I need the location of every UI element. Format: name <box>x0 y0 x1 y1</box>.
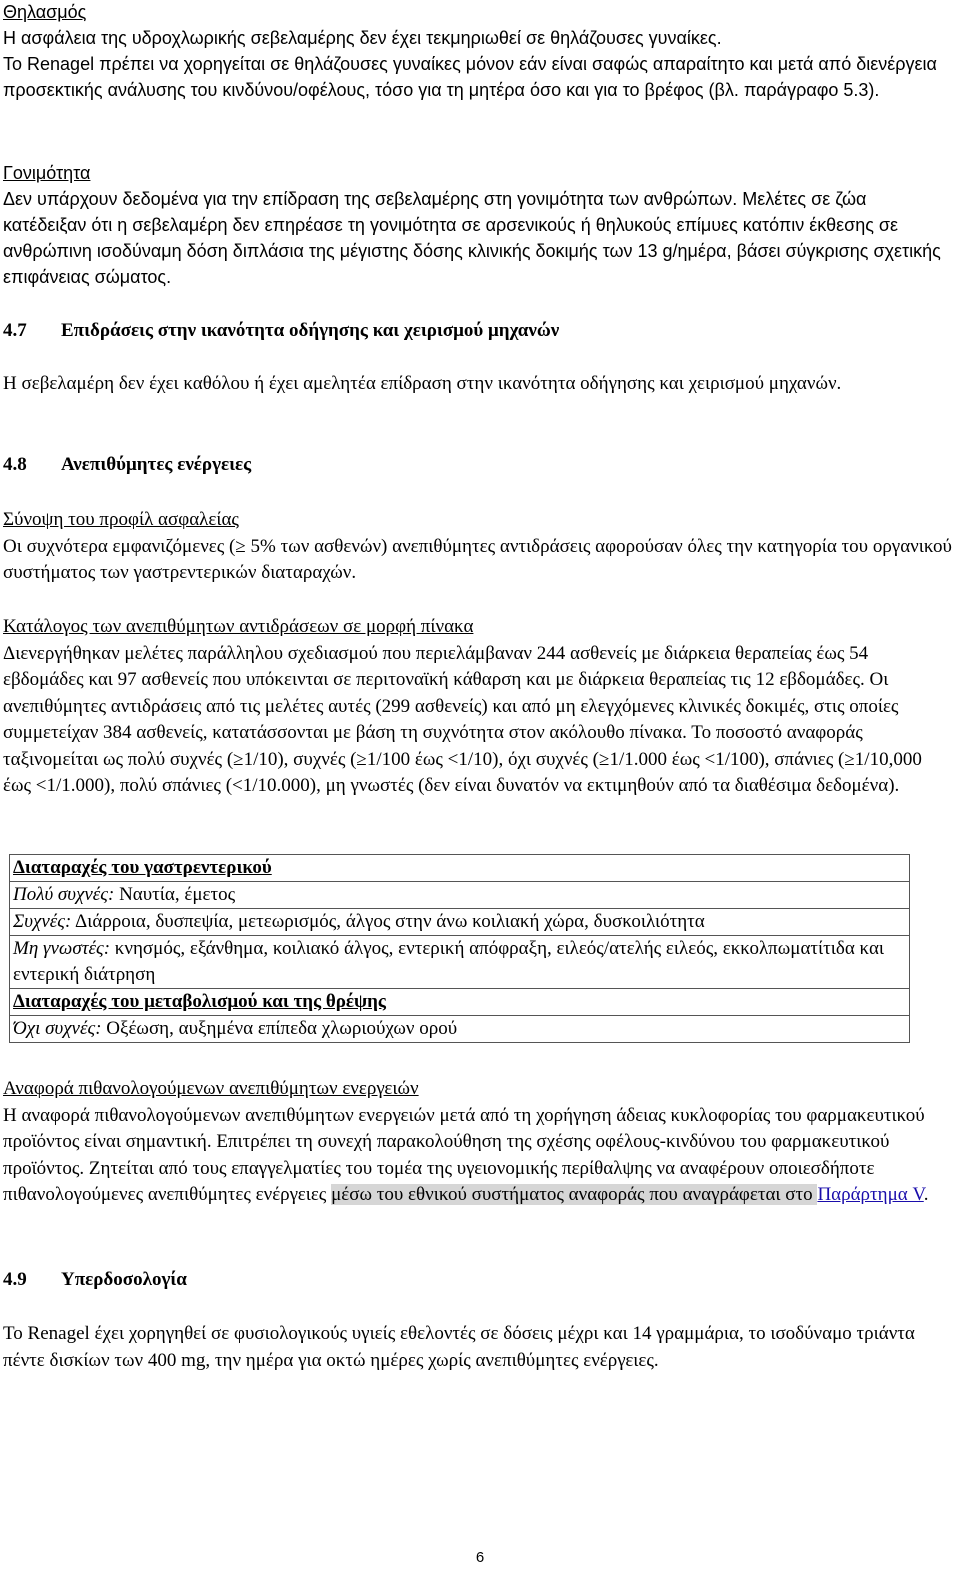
table-row <box>10 936 910 989</box>
table-cell <box>10 909 910 936</box>
frequency-label: Μη γνωστές: <box>13 938 111 959</box>
section-title: Υπερδοσολογία <box>61 1269 187 1290</box>
section-number: 4.9 <box>3 1269 27 1290</box>
breastfeeding-title: Θηλασμός <box>3 2 87 22</box>
reaction-text: κνησμός, εξάνθημα, κοιλιακό άλγος, εντερική απόφραξη, ειλεός/ατελής ειλεός, εκκολπωματίτιδα και εντερική διάτρηση <box>13 938 885 985</box>
adverse-reactions-list <box>3 614 953 800</box>
metabolism-disorders-header: Διαταραχές του μεταβολισμού και της θρέψης <box>10 989 910 1016</box>
reporting-section <box>3 1076 953 1209</box>
page-number: 6 <box>475 1549 485 1566</box>
reaction-text: Διάρροια, δυσπεψία, μετεωρισμός, άλγος στην άνω κοιλιακή χώρα, δυσκοιλιότητα <box>71 911 705 932</box>
adverse-reactions-list-title: Κατάλογος των ανεπιθύμητων αντιδράσεων σε μορφή πίνακα <box>3 616 474 637</box>
breastfeeding-paragraph-1: Η ασφάλεια της υδροχλωρικής σεβελαμέρης δεν έχει τεκμηριωθεί σε θηλάζουσες γυναίκες. <box>3 28 722 48</box>
frequency-label: Πολύ συχνές: <box>13 884 115 905</box>
safety-summary-title: Σύνοψη του προφίλ ασφαλείας <box>3 509 239 530</box>
reporting-highlight: μέσω του εθνικού συστήματος αναφοράς που αναγράφεται στο <box>331 1184 818 1205</box>
table-cell <box>10 936 910 989</box>
breastfeeding-section <box>3 0 953 103</box>
table-cell <box>10 882 910 909</box>
fertility-title: Γονιμότητα <box>3 163 91 183</box>
frequency-label: Όχι συχνές: <box>13 1018 102 1039</box>
reporting-text <box>3 1103 953 1209</box>
adverse-reactions-list-text: Διενεργήθηκαν μελέτες παράλληλου σχεδιασμού που περιελάμβαναν 244 ασθενείς με διάρκεια θεραπείας έως 54 εβδομάδες και 97 ασθενείς που υπόκεινται σε περιτοναϊκή κάθαρση και με διάρκεια θεραπείας τις 12 εβδομάδες. Οι ανεπιθύμητες αντιδράσεις από τις μελέτες αυτές (299 ασθενείς) και από μη ελεγχόμενες κλινικές δοκιμές, στις οποίες συμμετείχαν 384 ασθενείς, κατατάσσονται με βάση τη συχνότητα στον ακόλουθο πίνακα. Το ποσοστό αναφοράς ταξινομείται ως πολύ συχνές (≥1/10), συχνές (≥1/100 έως <1/10), όχι συχνές (≥1/1.000 έως <1/100), σπάνιες (≥1/10,000 έως <1/1.000), πολύ σπάνιες (<1/10.000), μη γνωστές (δεν είναι δυνατόν να εκτιμηθούν από τα διαθέσιμα δεδομένα). <box>3 642 922 796</box>
section-4-9-paragraph: Το Renagel έχει χορηγηθεί σε φυσιολογικούς υγιείς εθελοντές σε δόσεις μέχρι και 14 γραμμάρια, το ισοδύναμο τριάντα πέντε δισκίων των 400 mg, την ημέρα για οκτώ ημέρες χωρίς ανεπιθύμητες ενέργειες. <box>3 1323 915 1371</box>
gi-disorders-header: Διαταραχές του γαστρεντερικού <box>10 855 910 882</box>
reporting-end: . <box>923 1184 929 1205</box>
table-row <box>10 882 910 909</box>
section-title: Επιδράσεις στην ικανότητα οδήγησης και χειρισμού μηχανών <box>61 320 560 341</box>
table-row <box>10 989 910 1016</box>
safety-summary-text: Οι συχνότερα εμφανιζόμενες (≥ 5% των ασθενών) ανεπιθύμητες αντιδράσεις αφορούσαν όλες την κατηγορία του οργανικού συστήματος των γαστρεντερικών διαταραχών. <box>3 535 952 583</box>
section-number: 4.7 <box>3 320 27 341</box>
section-4-7-heading <box>3 318 559 344</box>
section-4-9-heading <box>3 1267 187 1293</box>
annex-v-link[interactable]: Παράρτημα V <box>817 1184 924 1205</box>
frequency-label: Συχνές: <box>13 911 72 932</box>
section-4-7-paragraph: Η σεβελαμέρη δεν έχει καθόλου ή έχει αμελητέα επίδραση στην ικανότητα οδήγησης και χειρισμού μηχανών. <box>3 373 842 394</box>
section-title: Ανεπιθύμητες ενέργειες <box>61 454 252 475</box>
section-number: 4.8 <box>3 454 27 475</box>
reaction-text: Ναυτία, έμετος <box>114 884 236 905</box>
table-row <box>10 1016 910 1043</box>
table-row <box>10 909 910 936</box>
reporting-title: Αναφορά πιθανολογούμενων ανεπιθύμητων ενεργειών <box>3 1078 419 1099</box>
reporting-body: Η αναφορά πιθανολογούμενων ανεπιθύμητων ενεργειών μετά από τη χορήγηση άδειας κυκλοφορίας του φαρμακευτικού προϊόντος είναι σημαντική. Επιτρέπει τη συνεχή παρακολούθηση της σχέσης οφέλους-κινδύνου του φαρμακευτικού προϊόντος. Ζητείται από τους επαγγελματίες του τομέα της υγειονομικής περίθαλψης να αναφέρουν οποιεσδήποτε πιθανολογούμενες ανεπιθύμητες ενέργειες <box>3 1104 925 1205</box>
adverse-reactions-table <box>9 854 910 1043</box>
table-cell <box>10 1016 910 1043</box>
table-row <box>10 855 910 882</box>
fertility-paragraph: Δεν υπάρχουν δεδομένα για την επίδραση της σεβελαμέρης στη γονιμότητα των ανθρώπων. Μελέτες σε ζώα κατέδειξαν ότι η σεβελαμέρη δεν επηρέασε τη γονιμότητα σε αρσενικούς ή θηλυκούς επίμυες κατόπιν έκθεσης σε ανθρώπινη ισοδύναμη δόση διπλάσια της μέγιστης δόσης κλινικής δοκιμής των 13 g/ημέρα, βάσει σύγκρισης σχετικής επιφάνειας σώματος. <box>3 189 941 287</box>
fertility-section <box>3 160 953 290</box>
breastfeeding-paragraph-2: Το Renagel πρέπει να χορηγείται σε θηλάζουσες γυναίκες μόνον εάν είναι σαφώς απαραίτητο και μετά από διενέργεια προσεκτικής ανάλυσης του κινδύνου/οφέλους, τόσο για τη μητέρα όσο και για το βρέφος (βλ. παράγραφο 5.3). <box>3 54 937 100</box>
safety-summary <box>3 507 953 587</box>
reaction-text: Οξέωση, αυξημένα επίπεδα χλωριούχων ορού <box>101 1018 458 1039</box>
section-4-8-heading <box>3 452 251 478</box>
